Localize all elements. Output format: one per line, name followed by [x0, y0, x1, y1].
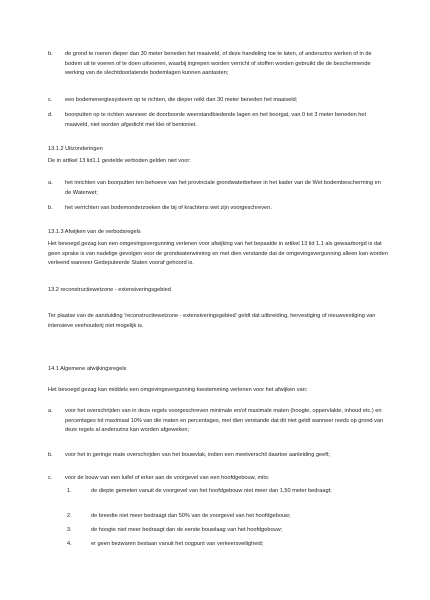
- list-item-text: boorputten op te richten wanneer de doorboorde weerstandbiedende lagen en het boorgat, van 0 tot 3 meter beneden het maaiveld, niet worden afgedicht met klei of bentoniet.: [65, 112, 367, 128]
- sub-list-item-label: 2.: [67, 513, 72, 519]
- section-heading: 14.1 Algemene afwijkingsregels: [48, 366, 127, 372]
- list-item-text: de grond te roeren dieper dan 30 meter beneden het maaiveld, of deze handeling toe te laten, of anderszins werken of in de bodem uit te voeren of te doen uitvoeren, waarbij ingrepen worden verricht of stoffen worden gebruikt die de beschermende werking van de slechtdoorlatende bodemlagen kunnen aantasten;: [65, 51, 372, 77]
- sub-list-item-text: de breedte niet meer bedraagt dan 50% van de voorgevel van het hoofdgebouw;: [91, 513, 291, 519]
- list-item-text: voor de bouw van een luifel of erker aan de voorgevel van een hoofdgebouw, mits:: [65, 475, 270, 481]
- list-item-text: voor het overschrijden van in deze regels voorgeschreven minimale en/of maximale maten (hoogte, oppervlakte, inhoud etc.) en percentages tot maximaal 10% van die maten en percentages, met dien verstande dat dit niet geldt wanneer reeds op grond van deze regels al anderszins kan worden afgeweken;: [65, 408, 384, 434]
- list-item-text: een bodemenergiesysteem op te richten, die dieper reikt dan 30 meter beneden het maaiveld;: [65, 97, 298, 103]
- sub-list-item-text: er geen bezwaren bestaan vanuit het oogpunt van verkeersveiligheid;: [91, 541, 264, 547]
- sub-list-item-label: 4.: [67, 541, 72, 547]
- sub-list-item-label: 1.: [67, 488, 72, 494]
- list-item-label: a.: [48, 408, 53, 414]
- section-heading: 13.1.2 Uitzonderingen: [48, 146, 103, 152]
- sub-list-item-text: de hoogte niet meer bedraagt dan de eerste bouwlaag van het hoofdgebouw;: [91, 527, 283, 533]
- paragraph: Het bevoegd gezag kan een omgevingsvergunning verlenen voor afwijking van het bepaalde in artikel 13 lid 1.1 als gewaarborgd is dat geen sprake is van nadelige gevolgen voor de grondwaterwinning en met dien verstande dat de omgevingsvergunning alleen kan worden verleend wanneer Gedeputeerde Staten vooraf gehoord is.: [48, 241, 388, 267]
- list-item-text: het verrichten van bodemonderzoeken die bij of krachtens wet zijn voorgeschreven.: [65, 205, 272, 211]
- paragraph: Ter plaatse van de aanduiding 'reconstructiewetzone - extensiveringsgebied' geldt dat uitbreiding, hervestiging of nieuwvestiging van intensieve veehouderij niet mogelijk is.: [48, 313, 376, 329]
- list-item-label: c.: [48, 97, 53, 103]
- list-item-label: b.: [48, 452, 53, 458]
- list-item-text: voor het in geringe mate overschrijden van het bouwvlak, indien een meetverschil daartoe aanleiding geeft;: [65, 452, 330, 458]
- section-heading: 13.2 reconstructiewetzone - extensiveringsgebied: [48, 287, 171, 293]
- list-item-label: b.: [48, 205, 53, 211]
- sub-list-item-text: de diepte gemeten vanuit de voorgevel van het hoofdgebouw niet meer dan 1,50 meter bedraagt;: [91, 488, 332, 494]
- sub-list-item-label: 3.: [67, 527, 72, 533]
- paragraph: Het bevoegd gezag kan middels een omgevingsvergunning toestemming verlenen voor het afwijken van:: [48, 387, 308, 393]
- list-item-label: c.: [48, 475, 53, 481]
- list-item-label: b.: [48, 51, 53, 57]
- list-item-label: d.: [48, 112, 53, 118]
- paragraph: De in artikel 13 lid1.1 gestelde verboden gelden niet voor:: [48, 158, 191, 164]
- list-item-label: a.: [48, 180, 53, 186]
- list-item-text: het inrichten van boorputten ten behoeve van het provinciale grondwaterbeheer in het kader van de Wet bodembescherming en de Waterwet;: [65, 180, 381, 196]
- section-heading: 13.1.3 Afwijken van de verbodsregels: [48, 229, 141, 235]
